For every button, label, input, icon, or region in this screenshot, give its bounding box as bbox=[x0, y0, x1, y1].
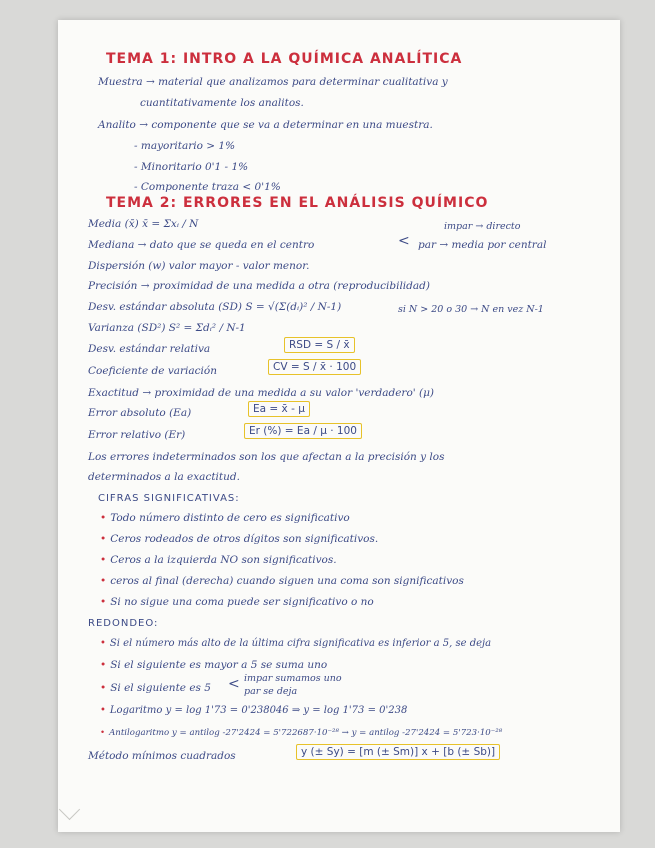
cifras-item: • Ceros rodeados de otros dígitos son significativos. bbox=[100, 533, 379, 545]
cifras-item: • Si no sigue una coma puede ser significativo o no bbox=[100, 596, 374, 608]
redondeo-par: par se deja bbox=[244, 686, 298, 697]
redondeo-item: • Si el siguiente es 5 bbox=[100, 682, 211, 694]
cv-formula-box: CV = S / x̄ · 100 bbox=[268, 359, 361, 375]
antilogaritmo-item: • Antilogaritmo y = antilog -27'2424 = 5'722687·10⁻²⁸ → y = antilog -27'2424 = 5'723·10⁻²⁸ bbox=[100, 728, 503, 738]
tema1-line: - Componente traza < 0'1% bbox=[134, 181, 281, 193]
ea-label: Error absoluto (Ea) bbox=[88, 407, 192, 419]
rsd-label: Desv. estándar relativa bbox=[88, 343, 211, 355]
cifras-item: • ceros al final (derecha) cuando siguen una coma son significativos bbox=[100, 575, 464, 587]
mediana-par: par → media por central bbox=[418, 239, 547, 251]
tema1-line: - mayoritario > 1% bbox=[134, 140, 236, 152]
tema1-line: cuantitativamente los analitos. bbox=[140, 97, 304, 109]
redondeo-impar: impar sumamos uno bbox=[244, 673, 342, 684]
exactitud-line: Exactitud → proximidad de una medida a su valor 'verdadero' (μ) bbox=[88, 387, 435, 399]
er-formula-box: Er (%) = Ea / μ · 100 bbox=[244, 423, 362, 439]
mediana-impar: impar → directo bbox=[444, 221, 521, 232]
er-label: Error relativo (Er) bbox=[88, 429, 186, 441]
errores-line: determinados a la exactitud. bbox=[88, 471, 240, 483]
tema1-line: Muestra → material que analizamos para determinar cualitativa y bbox=[98, 76, 448, 88]
redondeo-heading: REDONDEO: bbox=[88, 618, 159, 629]
notebook-page bbox=[58, 20, 620, 832]
mediana-line: Mediana → dato que se queda en el centro bbox=[88, 239, 315, 251]
sd-line: Desv. estándar absoluta (SD) S = √(Σ(dᵢ)² / N-1) bbox=[88, 301, 342, 313]
tema1-title: TEMA 1: INTRO A LA QUÍMICA ANALÍTICA bbox=[106, 51, 463, 67]
cv-label: Coeficiente de variación bbox=[88, 365, 217, 377]
minimos-label: Método mínimos cuadrados bbox=[88, 750, 236, 762]
tema1-line: - Minoritario 0'1 - 1% bbox=[134, 161, 249, 173]
sd-note: si N > 20 o 30 → N en vez N-1 bbox=[398, 304, 544, 315]
cifras-heading: CIFRAS SIGNIFICATIVAS: bbox=[98, 493, 240, 504]
cifras-item: • Todo número distinto de cero es significativo bbox=[100, 512, 350, 524]
minimos-formula-box: y (± Sy) = [m (± Sm)] x + [b (± Sb)] bbox=[296, 744, 500, 760]
redondeo-item: • Si el número más alto de la última cifra significativa es inferior a 5, se deja bbox=[100, 638, 492, 649]
rsd-formula-box: RSD = S / x̄ bbox=[284, 337, 355, 353]
tema2-title: TEMA 2: ERRORES EN EL ANÁLISIS QUÍMICO bbox=[106, 195, 489, 211]
varianza-line: Varianza (SD²) S² = Σdᵢ² / N-1 bbox=[88, 322, 246, 334]
cifras-item: • Ceros a la izquierda NO son significativos. bbox=[100, 554, 337, 566]
logaritmo-item: • Logaritmo y = log 1'73 = 0'238046 ⇒ y = log 1'73 = 0'238 bbox=[100, 705, 408, 716]
redondeo-item: • Si el siguiente es mayor a 5 se suma uno bbox=[100, 659, 328, 671]
redondeo-branch: < bbox=[228, 676, 240, 692]
errores-line: Los errores indeterminados son los que afectan a la precisión y los bbox=[88, 451, 445, 463]
ea-formula-box: Ea = x̄ - μ bbox=[248, 401, 310, 417]
media-line: Media (x̄) x̄ = Σxᵢ / N bbox=[88, 218, 199, 230]
dispersion-line: Dispersión (w) valor mayor - valor menor. bbox=[88, 260, 310, 272]
precision-line: Precisión → proximidad de una medida a otra (reproducibilidad) bbox=[88, 280, 430, 292]
tema1-line: Analito → componente que se va a determinar en una muestra. bbox=[98, 119, 433, 131]
mediana-branch: < bbox=[398, 233, 410, 249]
